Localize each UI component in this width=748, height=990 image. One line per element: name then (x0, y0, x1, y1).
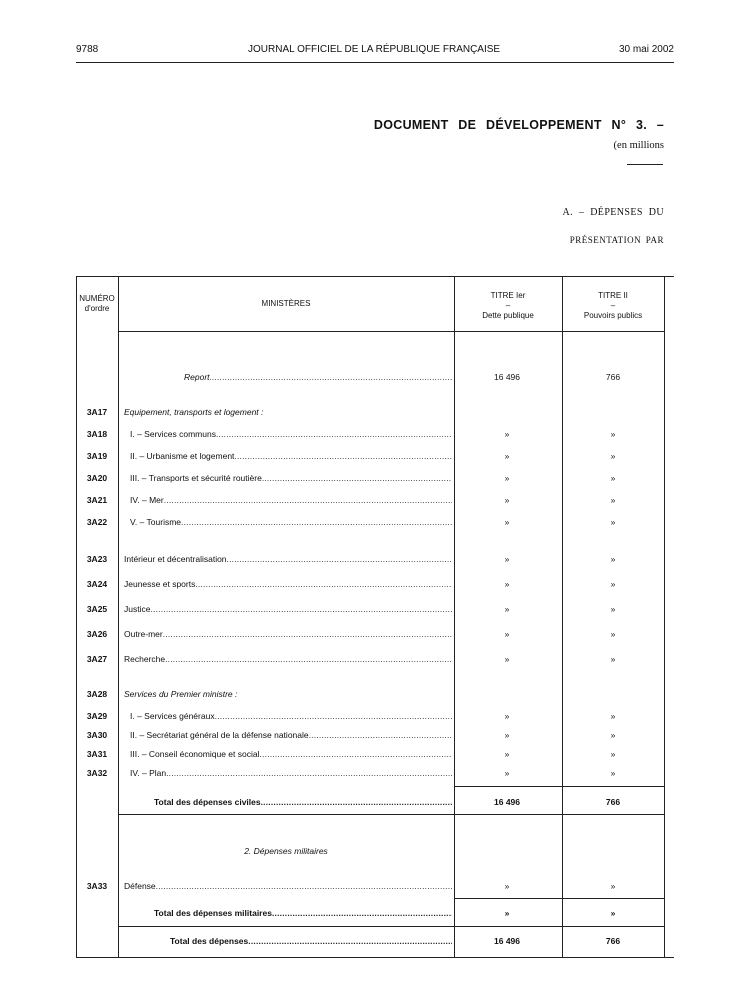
row-titre-2: » (610, 768, 616, 778)
row-titre-2: » (610, 654, 616, 664)
row-label: Report (184, 372, 210, 382)
row-label: II. – Secrétariat général de la défense nationale (130, 730, 309, 740)
row-code: 3A24 (86, 579, 108, 589)
row-titre-2: » (610, 473, 616, 483)
table-row (76, 552, 674, 566)
table-row (76, 493, 674, 507)
row-titre-1: » (504, 451, 510, 461)
header-titre-2-dash: – (610, 301, 616, 310)
row-code: 3A19 (86, 451, 108, 461)
presentation-title: PRÉSENTATION PAR (569, 235, 664, 245)
row-label: Justice (124, 604, 151, 614)
row-titre-2: » (610, 749, 616, 759)
table-row (76, 471, 674, 485)
table-row (76, 449, 674, 463)
header-rule (76, 62, 674, 63)
row-code: 3A30 (86, 730, 108, 740)
header-numero (76, 294, 118, 314)
table-row-total-civil (76, 795, 674, 809)
section-rule (118, 926, 664, 927)
table-row-group (76, 687, 674, 701)
row-label: Défense (124, 881, 156, 891)
expenses-table (76, 276, 674, 958)
header-titre-1 (454, 291, 562, 321)
row-label: I. – Services communs (130, 429, 216, 439)
row-label: Recherche (124, 654, 166, 664)
row-code: 3A31 (86, 749, 108, 759)
row-titre-2: » (610, 730, 616, 740)
row-code: 3A21 (86, 495, 108, 505)
header-separator (118, 331, 664, 332)
header-titre-1-dash: – (505, 301, 511, 310)
row-titre-1: » (504, 881, 510, 891)
subtotal-rule (454, 898, 664, 899)
section-rule (118, 814, 664, 815)
header-titre-1-line1: TITRE Ier (490, 291, 526, 300)
row-code: 3A22 (86, 517, 108, 527)
table-row-total-military (76, 906, 674, 920)
row-code: 3A26 (86, 629, 108, 639)
row-titre-1: » (504, 495, 510, 505)
row-code: 3A28 (86, 689, 108, 699)
row-titre-2: 766 (605, 797, 621, 807)
row-titre-1: » (504, 749, 510, 759)
row-label: V. – Tourisme (130, 517, 182, 527)
row-label: Total des dépenses militaires (154, 908, 272, 918)
row-titre-1: » (504, 429, 510, 439)
table-row (76, 577, 674, 591)
subtotal-rule (454, 786, 664, 787)
row-label: Jeunesse et sports (124, 579, 196, 589)
row-titre-1: » (504, 711, 510, 721)
row-label: Total des dépenses civiles (154, 797, 261, 807)
row-label: III. – Conseil économique et social (130, 749, 260, 759)
row-titre-1: » (504, 604, 510, 614)
row-code: 3A33 (86, 881, 108, 891)
table-row (76, 709, 674, 723)
row-titre-1: » (504, 908, 510, 918)
row-titre-2: » (610, 711, 616, 721)
row-titre-1: » (504, 579, 510, 589)
row-titre-1: 16 496 (494, 936, 520, 946)
row-titre-2: » (610, 881, 616, 891)
header-ministeres: MINISTÈRES (261, 299, 311, 308)
row-titre-1: » (504, 730, 510, 740)
section-title: A. – DÉPENSES DU (562, 207, 664, 218)
issue-date: 30 mai 2002 (618, 44, 674, 55)
row-titre-1: » (504, 473, 510, 483)
table-row (76, 515, 674, 529)
row-code: 3A20 (86, 473, 108, 483)
table-bottom-border (76, 957, 674, 958)
table-row-group (76, 405, 674, 419)
row-code: 3A17 (86, 407, 108, 417)
row-titre-1: » (504, 554, 510, 564)
row-code: 3A29 (86, 711, 108, 721)
row-label: IV. – Mer (130, 495, 164, 505)
table-row (76, 766, 674, 780)
table-row (76, 747, 674, 761)
row-titre-2: » (610, 579, 616, 589)
row-label: 2. Dépenses militaires (244, 846, 328, 856)
row-titre-2: » (610, 629, 616, 639)
table-row (76, 427, 674, 441)
row-titre-2: » (610, 517, 616, 527)
row-titre-2: » (610, 604, 616, 614)
header-titre-2 (562, 291, 664, 321)
table-row-section (76, 844, 674, 858)
header-titre-2-line1: TITRE II (598, 291, 628, 300)
header-titre-1-line2: Dette publique (482, 311, 534, 320)
row-code: 3A18 (86, 429, 108, 439)
row-titre-2: » (610, 554, 616, 564)
table-row (76, 602, 674, 616)
row-code: 3A27 (86, 654, 108, 664)
row-label: IV. – Plan (130, 768, 167, 778)
row-titre-2: » (610, 429, 616, 439)
unit-rule (627, 164, 663, 165)
header-titre-2-line2: Pouvoirs publics (583, 311, 643, 320)
row-titre-2: 766 (605, 936, 621, 946)
row-titre-1: 16 496 (494, 797, 520, 807)
row-label: II. – Urbanisme et logement (130, 451, 235, 461)
row-titre-1: » (504, 654, 510, 664)
table-row (76, 627, 674, 641)
row-titre-1: 16 496 (494, 372, 520, 382)
document-title: DOCUMENT DE DÉVELOPPEMENT N° 3. – (373, 118, 664, 132)
row-titre-2: » (610, 451, 616, 461)
page-number: 9788 (76, 44, 99, 55)
table-row (76, 728, 674, 742)
table-row-grand-total (76, 934, 674, 948)
row-titre-1: » (504, 768, 510, 778)
table-row (76, 879, 674, 893)
row-label: I. – Services généraux (130, 711, 215, 721)
row-titre-2: 766 (605, 372, 621, 382)
journal-title: JOURNAL OFFICIEL DE LA RÉPUBLIQUE FRANÇAISE (248, 44, 501, 55)
row-label: Services du Premier ministre : (124, 689, 238, 699)
header-numero-line2: d'ordre (84, 304, 110, 313)
row-titre-1: » (504, 629, 510, 639)
header-numero-line1: NUMÉRO (79, 294, 115, 303)
row-label: III. – Transports et sécurité routière (130, 473, 262, 483)
row-titre-1: » (504, 517, 510, 527)
row-label: Outre-mer (124, 629, 163, 639)
row-label: Equipement, transports et logement : (124, 407, 264, 417)
row-titre-2: » (610, 908, 616, 918)
table-top-border (76, 276, 674, 277)
table-row (76, 652, 674, 666)
row-code: 3A32 (86, 768, 108, 778)
row-label: Total des dépenses (170, 936, 249, 946)
table-row-report (76, 370, 674, 384)
row-code: 3A25 (86, 604, 108, 614)
row-titre-2: » (610, 495, 616, 505)
row-code: 3A23 (86, 554, 108, 564)
unit-note: (en millions (613, 140, 664, 151)
row-label: Intérieur et décentralisation (124, 554, 227, 564)
